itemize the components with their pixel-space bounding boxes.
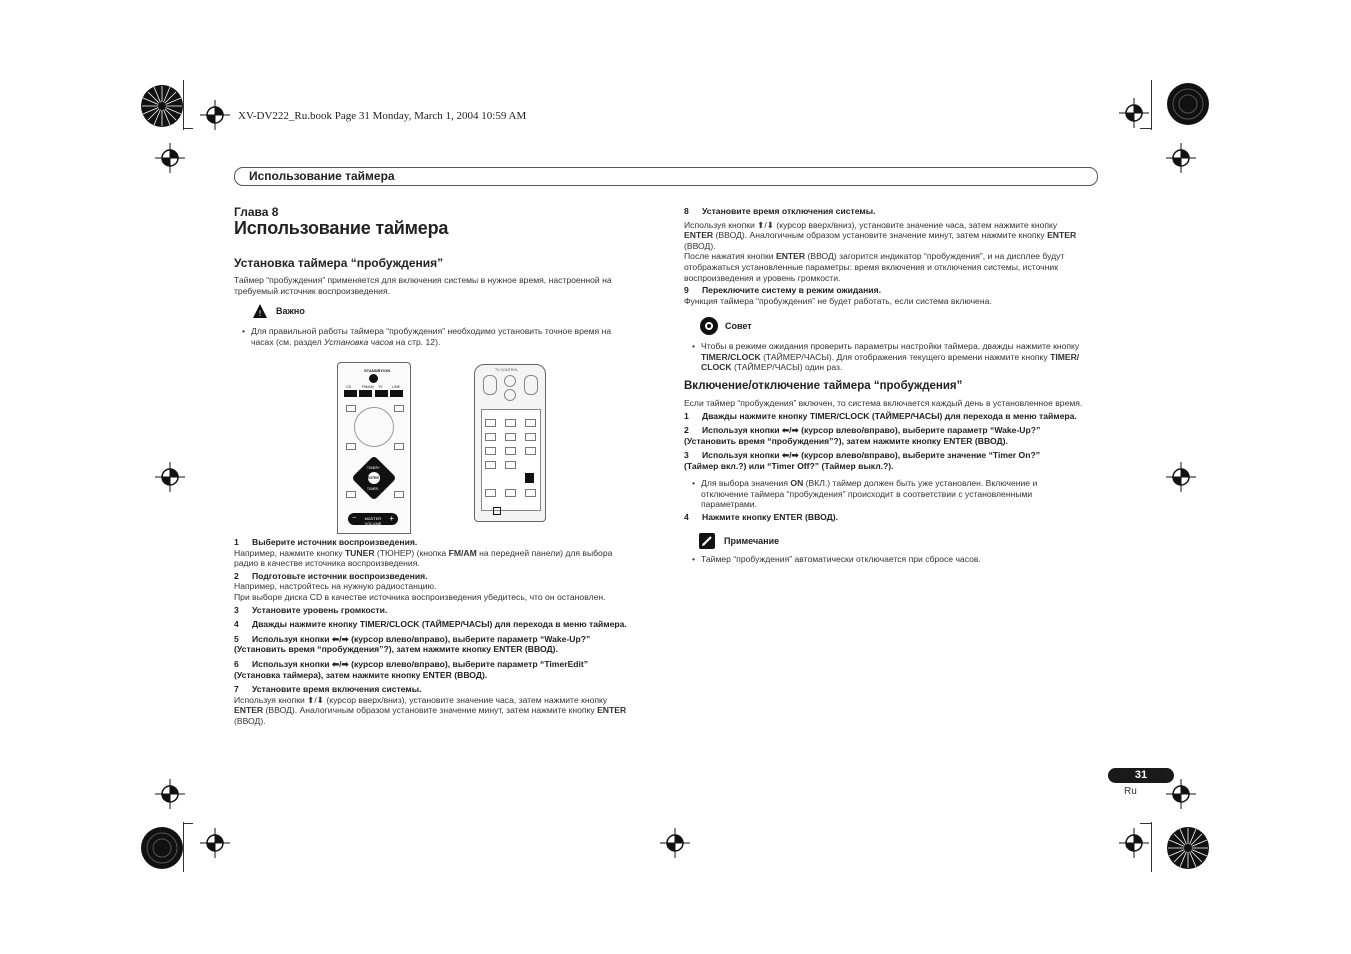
tip-icon <box>699 316 719 336</box>
transport-ring <box>354 407 394 447</box>
small-button <box>525 447 536 455</box>
remote-control-image <box>474 364 546 522</box>
running-header <box>234 167 1098 186</box>
note-label: Примечание <box>724 536 780 546</box>
small-button <box>505 433 516 441</box>
small-button <box>485 433 496 441</box>
running-header-title: Использование таймера <box>249 169 395 183</box>
page-title: Использование таймера <box>234 218 449 238</box>
crosshair-icon <box>1166 779 1196 809</box>
language-code: Ru <box>1124 786 1137 797</box>
crosshair-icon <box>155 143 185 173</box>
warning-icon <box>252 303 268 319</box>
registration-starburst-icon <box>140 826 184 870</box>
note-bullet: • Таймер “пробуждения” автоматически отключается при сбросе часов. <box>684 554 1121 565</box>
chapter-label: Глава 8 <box>234 205 279 219</box>
book-info-line: XV-DV222_Ru.book Page 31 Monday, March 1, 2004 10:59 AM <box>238 110 527 122</box>
small-button <box>485 489 496 497</box>
crosshair-icon <box>200 828 230 858</box>
source-buttons: CD FM/AM TV LINE <box>344 385 404 397</box>
crop-line <box>1151 80 1152 130</box>
tuner-up-label: TUNER+ <box>367 466 380 470</box>
tip-bullet: • Чтобы в режиме ожидания проверить параметры настройки таймера, дважды нажмите кнопку TIMER/CLOCK (ТАЙМЕР/ЧАСЫ). Для отображения текущего времени нажмите кнопку TIMER/ CLOCK (ТАЙМЕР/ЧАСЫ) один раз. <box>684 341 1121 373</box>
enable-steps: Если таймер “пробуждения” включен, то система включается каждый день в установленное время. 1 Дважды нажмите кнопку TIMER/CLOCK (ТАЙМЕР/ЧАСЫ) для перехода в меню таймера. 2 Используя кнопки ⬅/➡ (курсор влево/вправо), выберите параметр “Wake-Up?” (Установить время “пробуждения”?), затем нажмите кнопку ENTER (ВВОД). 3 Используя кнопки ⬅/➡ (курсор влево/вправо), выберите значение “Timer On?” (Таймер вкл.?) или “Timer Off?” (Таймер выкл.?). <box>684 398 1083 471</box>
timer-clock-button <box>525 473 534 483</box>
small-button <box>505 447 516 455</box>
section-title: Установка таймера “пробуждения” <box>234 256 444 270</box>
steps-left: 1 Выберите источник воспроизведения. Например, нажмите кнопку TUNER (ТЮНЕР) (кнопка FM/AM на передней панели) для выбора радио в качестве источника воспроизведения. 2 Подготовьте источник воспроизведения. Например, настройтесь на нужную радиостанцию. При выборе диска CD в качестве источника воспроизведения убедитесь, что он остановлен. 3 Установите уровень громкости. 4 Дважды нажмите кнопку TIMER/CLOCK (ТАЙМЕР/ЧАСЫ) для перехода в меню таймера. 5 Используя кнопки ⬅/➡ (курсор влево/вправо), выберите параметр “Wake-Up?” (Установить время “пробуждения”?), затем нажмите кнопку ENTER (ВВОД). 6 Используя кнопки ⬅/➡ (курсор влево/вправо), выберите параметр “TimerEdit” (Установка таймера), затем нажмите кнопку ENTER (ВВОД). 7 Установите время включения системы. Используя кнопки ⬆/⬇ (курсор вверх/вниз), установите значение часа, затем нажмите кнопку ENTER (ВВОД). Аналогичным образом установите значение минут, затем нажмите кнопку ENTER (ВВОД). <box>234 537 627 726</box>
registration-starburst-icon <box>1166 82 1210 126</box>
small-button <box>483 375 497 395</box>
small-button <box>525 489 536 497</box>
important-label: Важно <box>276 306 305 316</box>
small-button <box>394 491 404 498</box>
crop-line <box>1140 823 1152 824</box>
remote-control-image <box>337 362 411 534</box>
small-button <box>485 419 496 427</box>
tv-control-label: TV CONTROL <box>495 368 519 372</box>
section-title: Включение/отключение таймера “пробуждения” <box>684 380 963 392</box>
crosshair-icon <box>155 779 185 809</box>
crop-line <box>183 80 184 130</box>
on-bullet: • Для выбора значения ON (ВКЛ.) таймер должен быть уже установлен. Включение и отключение таймера “пробуждения” происходит в соответствии с установленными параметрами. <box>684 478 1121 510</box>
crosshair-icon <box>1166 143 1196 173</box>
small-button <box>505 419 516 427</box>
crop-line <box>183 128 193 129</box>
registration-starburst-icon <box>140 84 184 128</box>
small-button <box>493 507 501 515</box>
small-button <box>346 491 356 498</box>
standby-label: STANDBY/ON <box>364 368 391 373</box>
crosshair-icon <box>1119 828 1149 858</box>
crosshair-icon <box>660 828 690 858</box>
small-button <box>485 461 496 469</box>
crosshair-icon <box>200 100 230 130</box>
registration-starburst-icon <box>1166 826 1210 870</box>
master-volume-bar: − MASTER VOLUME + <box>348 513 398 525</box>
small-button <box>485 447 496 455</box>
crosshair-icon <box>155 462 185 492</box>
small-button <box>525 419 536 427</box>
note-icon <box>698 532 716 550</box>
crop-line <box>1140 128 1152 129</box>
crop-line <box>1151 822 1152 872</box>
step-4: 4 Нажмите кнопку ENTER (ВВОД). <box>684 512 839 522</box>
page-number: 31 <box>1108 768 1174 783</box>
svg-text:!: ! <box>258 309 262 318</box>
paragraph: Таймер “пробуждения” применяется для включения системы в нужное время, настроенной на требуемый источник воспроизведения. <box>234 275 612 296</box>
crop-line <box>183 823 193 824</box>
standby-button <box>369 374 378 383</box>
small-button <box>525 433 536 441</box>
crosshair-icon <box>1119 98 1149 128</box>
steps-right: 8 Установите время отключения системы. Используя кнопки ⬆/⬇ (курсор вверх/вниз), установите значение часа, затем нажмите кнопку ENTER (ВВОД). Аналогичным образом установите значение минут, затем нажмите кнопку ENTER (ВВОД). После нажатия кнопки ENTER (ВВОД) загорится индикатор “пробуждения”, и на дисплее будут отображаться установленные параметры: время включения и отключения системы, источник воспроизведения и уровень громкости. 9 Переключите систему в режим ожидания. Функция таймера “пробуждения” не будет работать, если система включена. <box>684 206 1077 306</box>
small-button <box>504 389 516 401</box>
small-button <box>346 443 356 450</box>
small-button <box>524 375 538 395</box>
tip-label: Совет <box>725 321 752 331</box>
small-button <box>346 405 356 412</box>
small-button <box>505 489 516 497</box>
crosshair-icon <box>1166 462 1196 492</box>
small-button <box>394 405 404 412</box>
small-button <box>504 375 516 387</box>
tuner-down-label: TUNER- <box>367 487 380 491</box>
important-bullet: • Для правильной работы таймера “пробуждения” необходимо установить точное время на часах (см. раздел Установка часов на стр. 12). <box>234 326 661 347</box>
enter-label: ENTER <box>367 476 379 480</box>
small-button <box>505 461 516 469</box>
small-button <box>394 443 404 450</box>
crop-line <box>183 822 184 872</box>
